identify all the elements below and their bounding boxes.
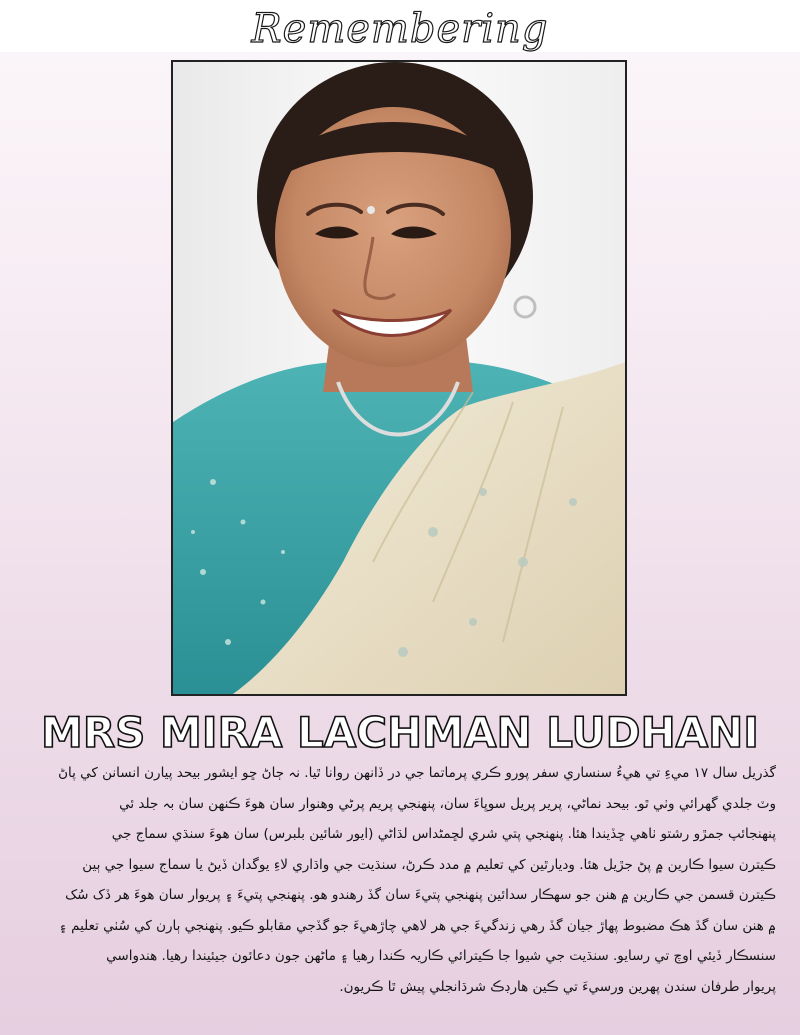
page-heading: Remembering — [251, 6, 549, 52]
person-name: MRS MIRA LACHMAN LUDHANI — [41, 708, 759, 757]
obituary-line: سنسڪار ڏيئي اوچ تي رسايو. سنڌيت جي شيوا جا ڪيترائي ڪاريہ ڪندا رهيا ۽ ماڻهن جون دعائون جيئيندا رهيا. هندواسي — [106, 948, 776, 964]
obituary-line: ڪيترن سيوا ڪارين ۾ پڻ جڙيل هئا. وديارٿين کي تعليم ۾ مدد ڪرڻ، سنڌيت جي واڌاري لاءِ يوگدان ڏيڻ يا سماج سيوا جي ٻين — [82, 856, 776, 873]
portrait-photo — [171, 60, 627, 696]
obituary-line: وٽ جلدي گهرائي وٺي ٿو. بيحد نماڻي، پرير پريل سوڀاءَ سان، پنهنجي پريم پرڻي وهنوار سان هوءَ ڪنهن سان بہ جلد ئي — [119, 795, 776, 812]
obituary-line: ۾ هنن سان گڏ هڪ مضبوط پهاڙ جيان گڏ رهي زندگيءَ جي هر لاهي چاڙهيءَ جو گڏجي مقابلو ڪيو. پنهنجي ٻارن کي سُٺي تعليم ۽ — [58, 917, 776, 934]
obituary-line: پنهنجائپ جمڙو رشتو ٺاهي ڇڏيندا هئا. پنهنجي پتي شري لڇمڻداس لڌاڻي (ايور شائين بلبرس) سان هوءَ سنڌي سماج جي — [111, 826, 776, 842]
bindi — [367, 206, 375, 214]
obituary-line: گذريل سال ١٧ ميءِ تي هيءُ سنساري سفر پورو ڪري پرماتما جي در ڏانهن روانا ٿيا. نہ ڄاڻ ڇو ايشور بيحد پيارن انسانن کي پاڻ — [58, 765, 776, 781]
obituary-line: ڪيترن قسمن جي ڪارين ۾ هنن جو سهڪار سدائين پنهنجي پتيءَ سان گڏ رهندو هو. پنهنجي پتيءَ ۽ پريوار سان هوءَ هر ڏک سُک — [65, 887, 776, 903]
obituary-line: پريوار طرفان سندن پهرين ورسيءَ تي ڪين هارڊڪ شرڌانجلي پيش ٿا ڪريون. — [339, 978, 776, 995]
portrait-illustration — [173, 62, 625, 694]
obituary-text — [24, 758, 776, 1002]
